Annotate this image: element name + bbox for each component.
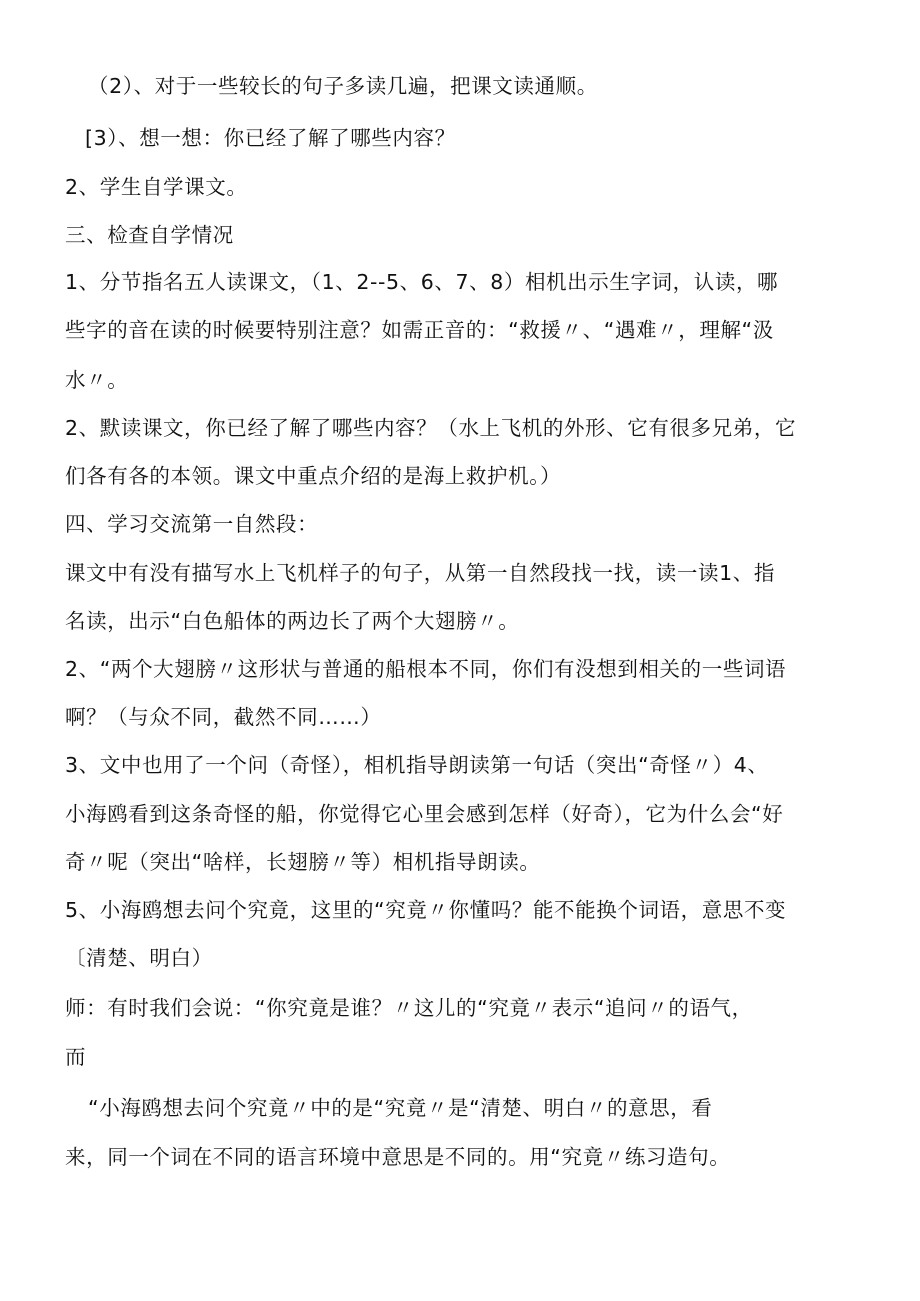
text-line-10: 四、学习交流第一自然段： (65, 512, 319, 536)
text-line-7: 水〃。 (65, 368, 129, 392)
text-line-14: 啊？（与众不同，截然不同……） (65, 705, 382, 729)
text-line-18: 5、小海鸥想去问个究竟，这里的“究竟〃你懂吗？能不能换个词语，意思不变 (65, 898, 787, 922)
text-line-13: 2、“两个大翅膀〃这形状与普通的船根本不同，你们有没想到相关的一些词语 (65, 657, 787, 681)
text-line-6: 些字的音在读的时候要特别注意？如需正音的：“救援〃、“遇难〃，理解“汲 (65, 318, 774, 342)
text-line-2: [3）、想一想：你已经了解了哪些内容？ (85, 126, 456, 150)
text-line-5: 1、分节指名五人读课文，（1、2--5、6、7、8）相机出示生字词，认读，哪 (65, 270, 779, 294)
text-line-9: 们各有各的本领。课文中重点介绍的是海上救护机。） (65, 464, 562, 488)
text-line-19: 〔清楚、明白） (65, 946, 213, 970)
text-line-23: 来，同一个词在不同的语言环境中意思是不同的。用“究竟〃练习造句。 (65, 1145, 731, 1169)
text-line-15: 3、文中也用了一个问（奇怪），相机指导朗读第一句话（突出“奇怪〃）4、 (65, 753, 769, 777)
text-line-3: 2、学生自学课文。 (65, 175, 248, 199)
text-line-22: “小海鸥想去问个究竟〃中的是“究竟〃是“清楚、明白〃的意思，看 (88, 1096, 713, 1120)
text-line-4: 三、检查自学情况 (65, 223, 234, 247)
text-line-8: 2、默读课文，你已经了解了哪些内容？（水上飞机的外形、它有很多兄弟，它 (65, 416, 797, 440)
text-line-1: （2）、对于一些较长的句子多读几遍，把课文读通顺。 (88, 74, 598, 98)
text-line-21: 而 (65, 1045, 87, 1069)
text-line-20: 师：有时我们会说：“你究竟是谁？〃这儿的“究竟〃表示“追问〃的语气， (65, 996, 753, 1020)
text-line-16: 小海鸥看到这条奇怪的船，你觉得它心里会感到怎样（好奇），它为什么会“好 (65, 802, 784, 826)
text-line-12: 名读，出示“白色船体的两边长了两个大翅膀〃。 (65, 609, 520, 633)
text-line-11: 课文中有没有描写水上飞机样子的句子，从第一自然段找一找，读一读1、指 (65, 561, 775, 585)
text-line-17: 奇〃呢（突出“啥样，长翅膀〃等）相机指导朗读。 (65, 850, 541, 874)
